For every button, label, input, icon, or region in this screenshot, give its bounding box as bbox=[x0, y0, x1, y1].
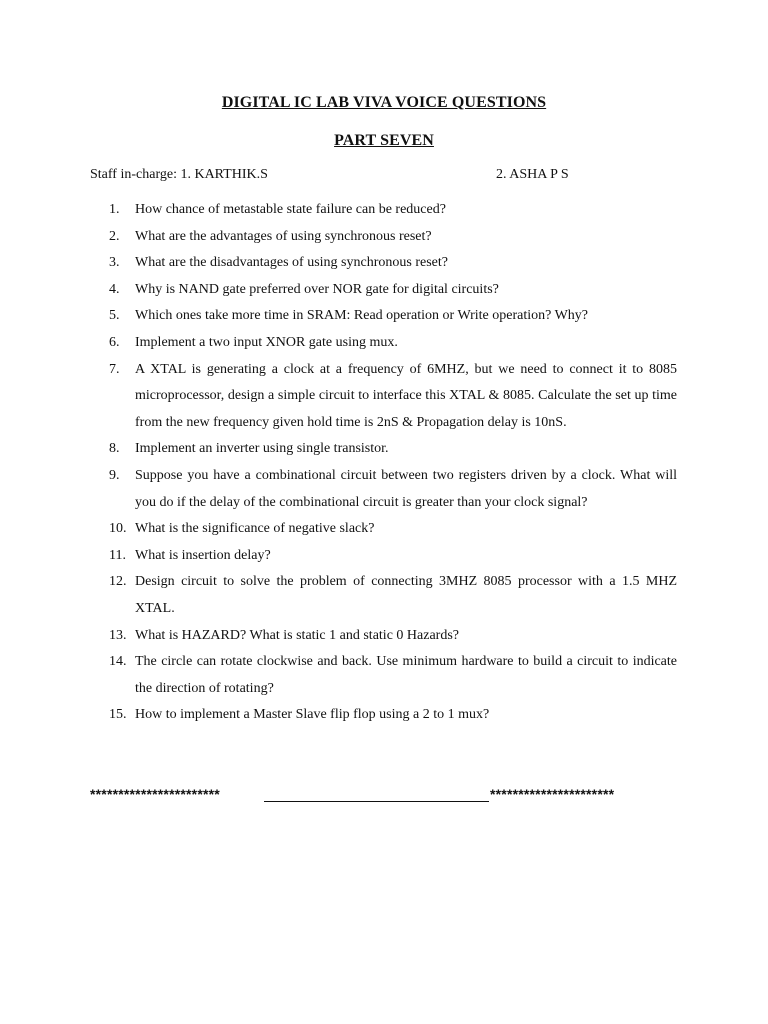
question-number: 8. bbox=[109, 441, 120, 457]
question-text: What is insertion delay? bbox=[135, 547, 271, 563]
footer-separator bbox=[90, 786, 670, 808]
question-text: What is the significance of negative slack? bbox=[135, 521, 375, 537]
question-item bbox=[109, 649, 677, 702]
question-number: 14. bbox=[109, 654, 127, 670]
question-item bbox=[109, 569, 677, 622]
question-list bbox=[109, 197, 677, 729]
question-number: 7. bbox=[109, 361, 120, 377]
question-item bbox=[109, 277, 677, 304]
question-item bbox=[109, 303, 677, 330]
question-item bbox=[109, 516, 677, 543]
question-text: How to implement a Master Slave flip flop using a 2 to 1 mux? bbox=[135, 707, 490, 723]
question-text: Which ones take more time in SRAM: Read operation or Write operation? Why? bbox=[135, 308, 589, 324]
question-item bbox=[109, 330, 677, 357]
footer-stars-right: ********************** bbox=[490, 786, 615, 802]
question-number: 10. bbox=[109, 521, 127, 537]
question-text: Implement a two input XNOR gate using mux. bbox=[135, 334, 398, 350]
question-text: The circle can rotate clockwise and back. Use minimum hardware to build a circuit to indicate the direction of rotating? bbox=[135, 654, 677, 696]
question-item bbox=[109, 702, 677, 729]
question-item bbox=[109, 357, 677, 437]
question-item bbox=[109, 543, 677, 570]
question-number: 12. bbox=[109, 574, 127, 590]
question-item bbox=[109, 436, 677, 463]
question-number: 1. bbox=[109, 202, 120, 217]
footer-rule bbox=[264, 801, 489, 802]
question-text: What are the disadvantages of using synchronous reset? bbox=[135, 255, 448, 271]
question-text: What is HAZARD? What is static 1 and static 0 Hazards? bbox=[135, 627, 459, 643]
question-item bbox=[109, 224, 677, 251]
staff-in-charge bbox=[90, 167, 690, 187]
question-number: 4. bbox=[109, 281, 120, 297]
question-number: 5. bbox=[109, 308, 120, 324]
question-number: 2. bbox=[109, 228, 120, 244]
question-number: 15. bbox=[109, 707, 127, 723]
question-item bbox=[109, 197, 677, 224]
question-item bbox=[109, 250, 677, 277]
question-text: Suppose you have a combinational circuit between two registers driven by a clock. What will you do if the delay of the combinational circuit is greater than your clock signal? bbox=[135, 467, 677, 510]
question-text: Implement an inverter using single transistor. bbox=[135, 441, 389, 457]
staff-first: Staff in-charge: 1. KARTHIK.S bbox=[90, 167, 268, 182]
staff-second: 2. ASHA P S bbox=[496, 167, 569, 182]
question-text: Design circuit to solve the problem of connecting 3MHZ 8085 processor with a 1.5 MHZ XTAL. bbox=[135, 574, 677, 616]
question-text: Why is NAND gate preferred over NOR gate for digital circuits? bbox=[135, 281, 499, 297]
question-text: What are the advantages of using synchronous reset? bbox=[135, 228, 432, 244]
question-number: 3. bbox=[109, 255, 120, 271]
question-number: 9. bbox=[109, 467, 120, 483]
question-text: How chance of metastable state failure can be reduced? bbox=[135, 202, 446, 217]
question-number: 13. bbox=[109, 627, 127, 643]
question-item bbox=[109, 463, 677, 516]
question-text: A XTAL is generating a clock at a frequency of 6MHZ, but we need to connect it to 8085 microprocessor, design a simple circuit to interface this XTAL & 8085. Calculate the set up time from the new frequency given hold time is 2nS & Propagation delay is 10nS. bbox=[135, 361, 677, 430]
footer-stars-left: *********************** bbox=[90, 786, 220, 802]
question-number: 11. bbox=[109, 547, 126, 563]
document-title: DIGITAL IC LAB VIVA VOICE QUESTIONS bbox=[221, 94, 547, 111]
document-subtitle: PART SEVEN bbox=[334, 132, 434, 149]
question-item bbox=[109, 623, 677, 650]
question-number: 6. bbox=[109, 334, 120, 350]
